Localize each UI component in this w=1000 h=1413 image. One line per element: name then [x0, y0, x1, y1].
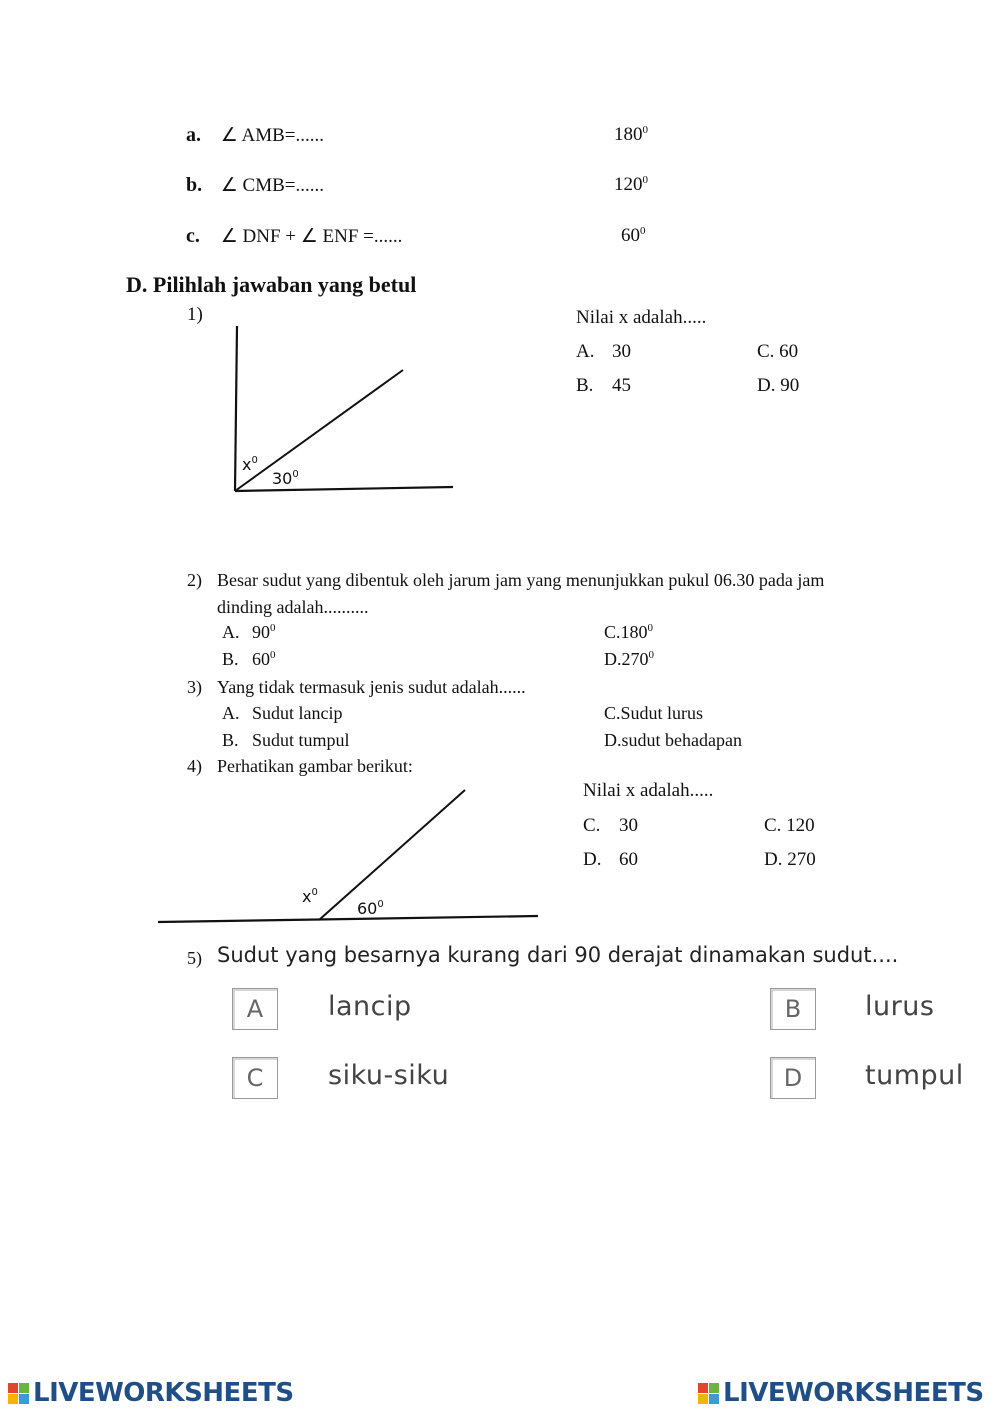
- item-question: ∠ CMB=......: [220, 175, 324, 196]
- item-letter: b.: [186, 174, 203, 196]
- q4-option-c1[interactable]: [583, 815, 638, 837]
- q1-x-label: $x^0$: [242, 455, 258, 474]
- section-c-answer-a: [614, 124, 648, 146]
- q5-text: Sudut yang besarnya kurang dari 90 derajat dinamakan sudut....: [217, 943, 899, 967]
- q4-prompt: Nilai x adalah.....: [583, 780, 714, 801]
- option-label: B.: [222, 730, 239, 750]
- option-value: 60: [619, 849, 638, 870]
- q2-option-a[interactable]: [222, 622, 276, 643]
- choice-b-text[interactable]: lurus: [865, 991, 935, 1022]
- option-label: A.: [222, 622, 240, 642]
- option-label: D.270: [604, 649, 649, 669]
- q4-option-c2[interactable]: [764, 815, 815, 837]
- logo-text: LIVEWORKSHEETS: [33, 1378, 294, 1408]
- q1-option-d[interactable]: [757, 375, 799, 397]
- option-value: Sudut lancip: [252, 703, 343, 723]
- q1-diagonal-ray: [235, 370, 403, 491]
- q3-number: 3): [187, 677, 202, 697]
- answer-degree: 0: [642, 174, 648, 186]
- q4-angle-figure: [155, 785, 545, 930]
- option-label: D. 90: [757, 375, 800, 396]
- q3-text: Yang tidak termasuk jenis sudut adalah......: [217, 677, 526, 697]
- q1-vertical-ray: [235, 326, 237, 491]
- logo-mark-icon: [8, 1383, 29, 1404]
- section-c-item-b: [186, 174, 324, 197]
- choice-d-text[interactable]: tumpul: [865, 1060, 964, 1091]
- option-value: Sudut tumpul: [252, 730, 350, 750]
- q2-option-c[interactable]: [604, 622, 653, 643]
- q1-angle-label: $30^0$: [272, 469, 299, 488]
- option-label: B.: [222, 649, 239, 669]
- q1-option-b[interactable]: [576, 375, 631, 397]
- item-letter: a.: [186, 124, 201, 146]
- option-label: C. 120: [764, 815, 815, 836]
- degree-sup: 0: [648, 649, 654, 661]
- option-value: 30: [612, 341, 631, 362]
- option-label: C.180: [604, 622, 648, 642]
- degree-sup: 0: [270, 622, 276, 634]
- q4-option-d1[interactable]: [583, 849, 638, 871]
- section-c-item-c: [186, 225, 402, 248]
- logo-text: LIVEWORKSHEETS: [723, 1378, 984, 1408]
- q2-option-b[interactable]: [222, 649, 276, 670]
- choice-d-box[interactable]: D: [770, 1057, 816, 1099]
- q4-text: Perhatikan gambar berikut:: [217, 756, 413, 776]
- option-value: 45: [612, 375, 631, 396]
- choice-c-box[interactable]: C: [232, 1057, 278, 1099]
- option-value: 30: [619, 815, 638, 836]
- item-question: ∠ AMB=......: [220, 125, 324, 146]
- section-c-answer-c: [621, 225, 646, 247]
- liveworksheets-logo-right[interactable]: [698, 1378, 984, 1408]
- q4-number: 4): [187, 756, 202, 776]
- q1-option-a[interactable]: [576, 341, 631, 363]
- choice-b-box[interactable]: B: [770, 988, 816, 1030]
- option-label: A.: [222, 703, 240, 723]
- choice-c-text[interactable]: siku-siku: [328, 1060, 450, 1091]
- q1-number: 1): [187, 304, 203, 325]
- answer-value: 120: [614, 174, 643, 195]
- option-label: B.: [576, 375, 594, 396]
- answer-value: 60: [621, 225, 640, 246]
- section-c-item-a: [186, 124, 324, 147]
- option-label: D.sudut behadapan: [604, 730, 742, 750]
- item-question: ∠ DNF + ∠ ENF =......: [220, 226, 403, 247]
- q1-horizontal-ray: [235, 487, 453, 491]
- q3-option-d[interactable]: [604, 730, 742, 751]
- q2-number: 2): [187, 570, 202, 590]
- option-label: D.: [583, 849, 602, 870]
- q3-option-a[interactable]: [222, 703, 343, 724]
- degree-sup: 0: [647, 622, 654, 634]
- option-label: D. 270: [764, 849, 816, 870]
- q4-base-line: [158, 916, 538, 922]
- q2-text-line2: dinding adalah..........: [217, 597, 369, 617]
- answer-degree: 0: [640, 225, 646, 237]
- q1-prompt: Nilai x adalah.....: [576, 307, 707, 328]
- q4-diagonal-ray: [319, 790, 465, 920]
- section-d-title: D. Pilihlah jawaban yang betul: [126, 272, 417, 297]
- q4-angle-label: $60^0$: [357, 899, 384, 918]
- option-value: 90: [252, 622, 270, 642]
- option-label: C. 60: [757, 341, 799, 362]
- choice-a-box[interactable]: A: [232, 988, 278, 1030]
- q1-option-c[interactable]: [757, 341, 798, 363]
- item-letter: c.: [186, 225, 200, 247]
- q3-option-c[interactable]: [604, 703, 703, 724]
- logo-mark-icon: [698, 1383, 719, 1404]
- answer-degree: 0: [642, 124, 648, 136]
- option-label: A.: [576, 341, 595, 362]
- option-value: 60: [252, 649, 270, 669]
- q2-option-d[interactable]: [604, 649, 654, 670]
- option-label: C.: [583, 815, 601, 836]
- q4-option-d2[interactable]: [764, 849, 816, 871]
- q1-angle-figure: [225, 320, 465, 500]
- liveworksheets-logo-left[interactable]: [8, 1378, 294, 1408]
- degree-sup: 0: [270, 649, 276, 661]
- choice-a-text[interactable]: lancip: [328, 991, 412, 1022]
- section-c-answer-b: [614, 174, 648, 196]
- q4-x-label: $x^0$: [302, 887, 318, 906]
- q2-text-line1: Besar sudut yang dibentuk oleh jarum jam yang menunjukkan pukul 06.30 pada jam: [217, 570, 825, 590]
- answer-value: 180: [614, 124, 643, 145]
- q5-number: 5): [187, 948, 202, 968]
- option-label: C.Sudut lurus: [604, 703, 704, 723]
- q3-option-b[interactable]: [222, 730, 350, 751]
